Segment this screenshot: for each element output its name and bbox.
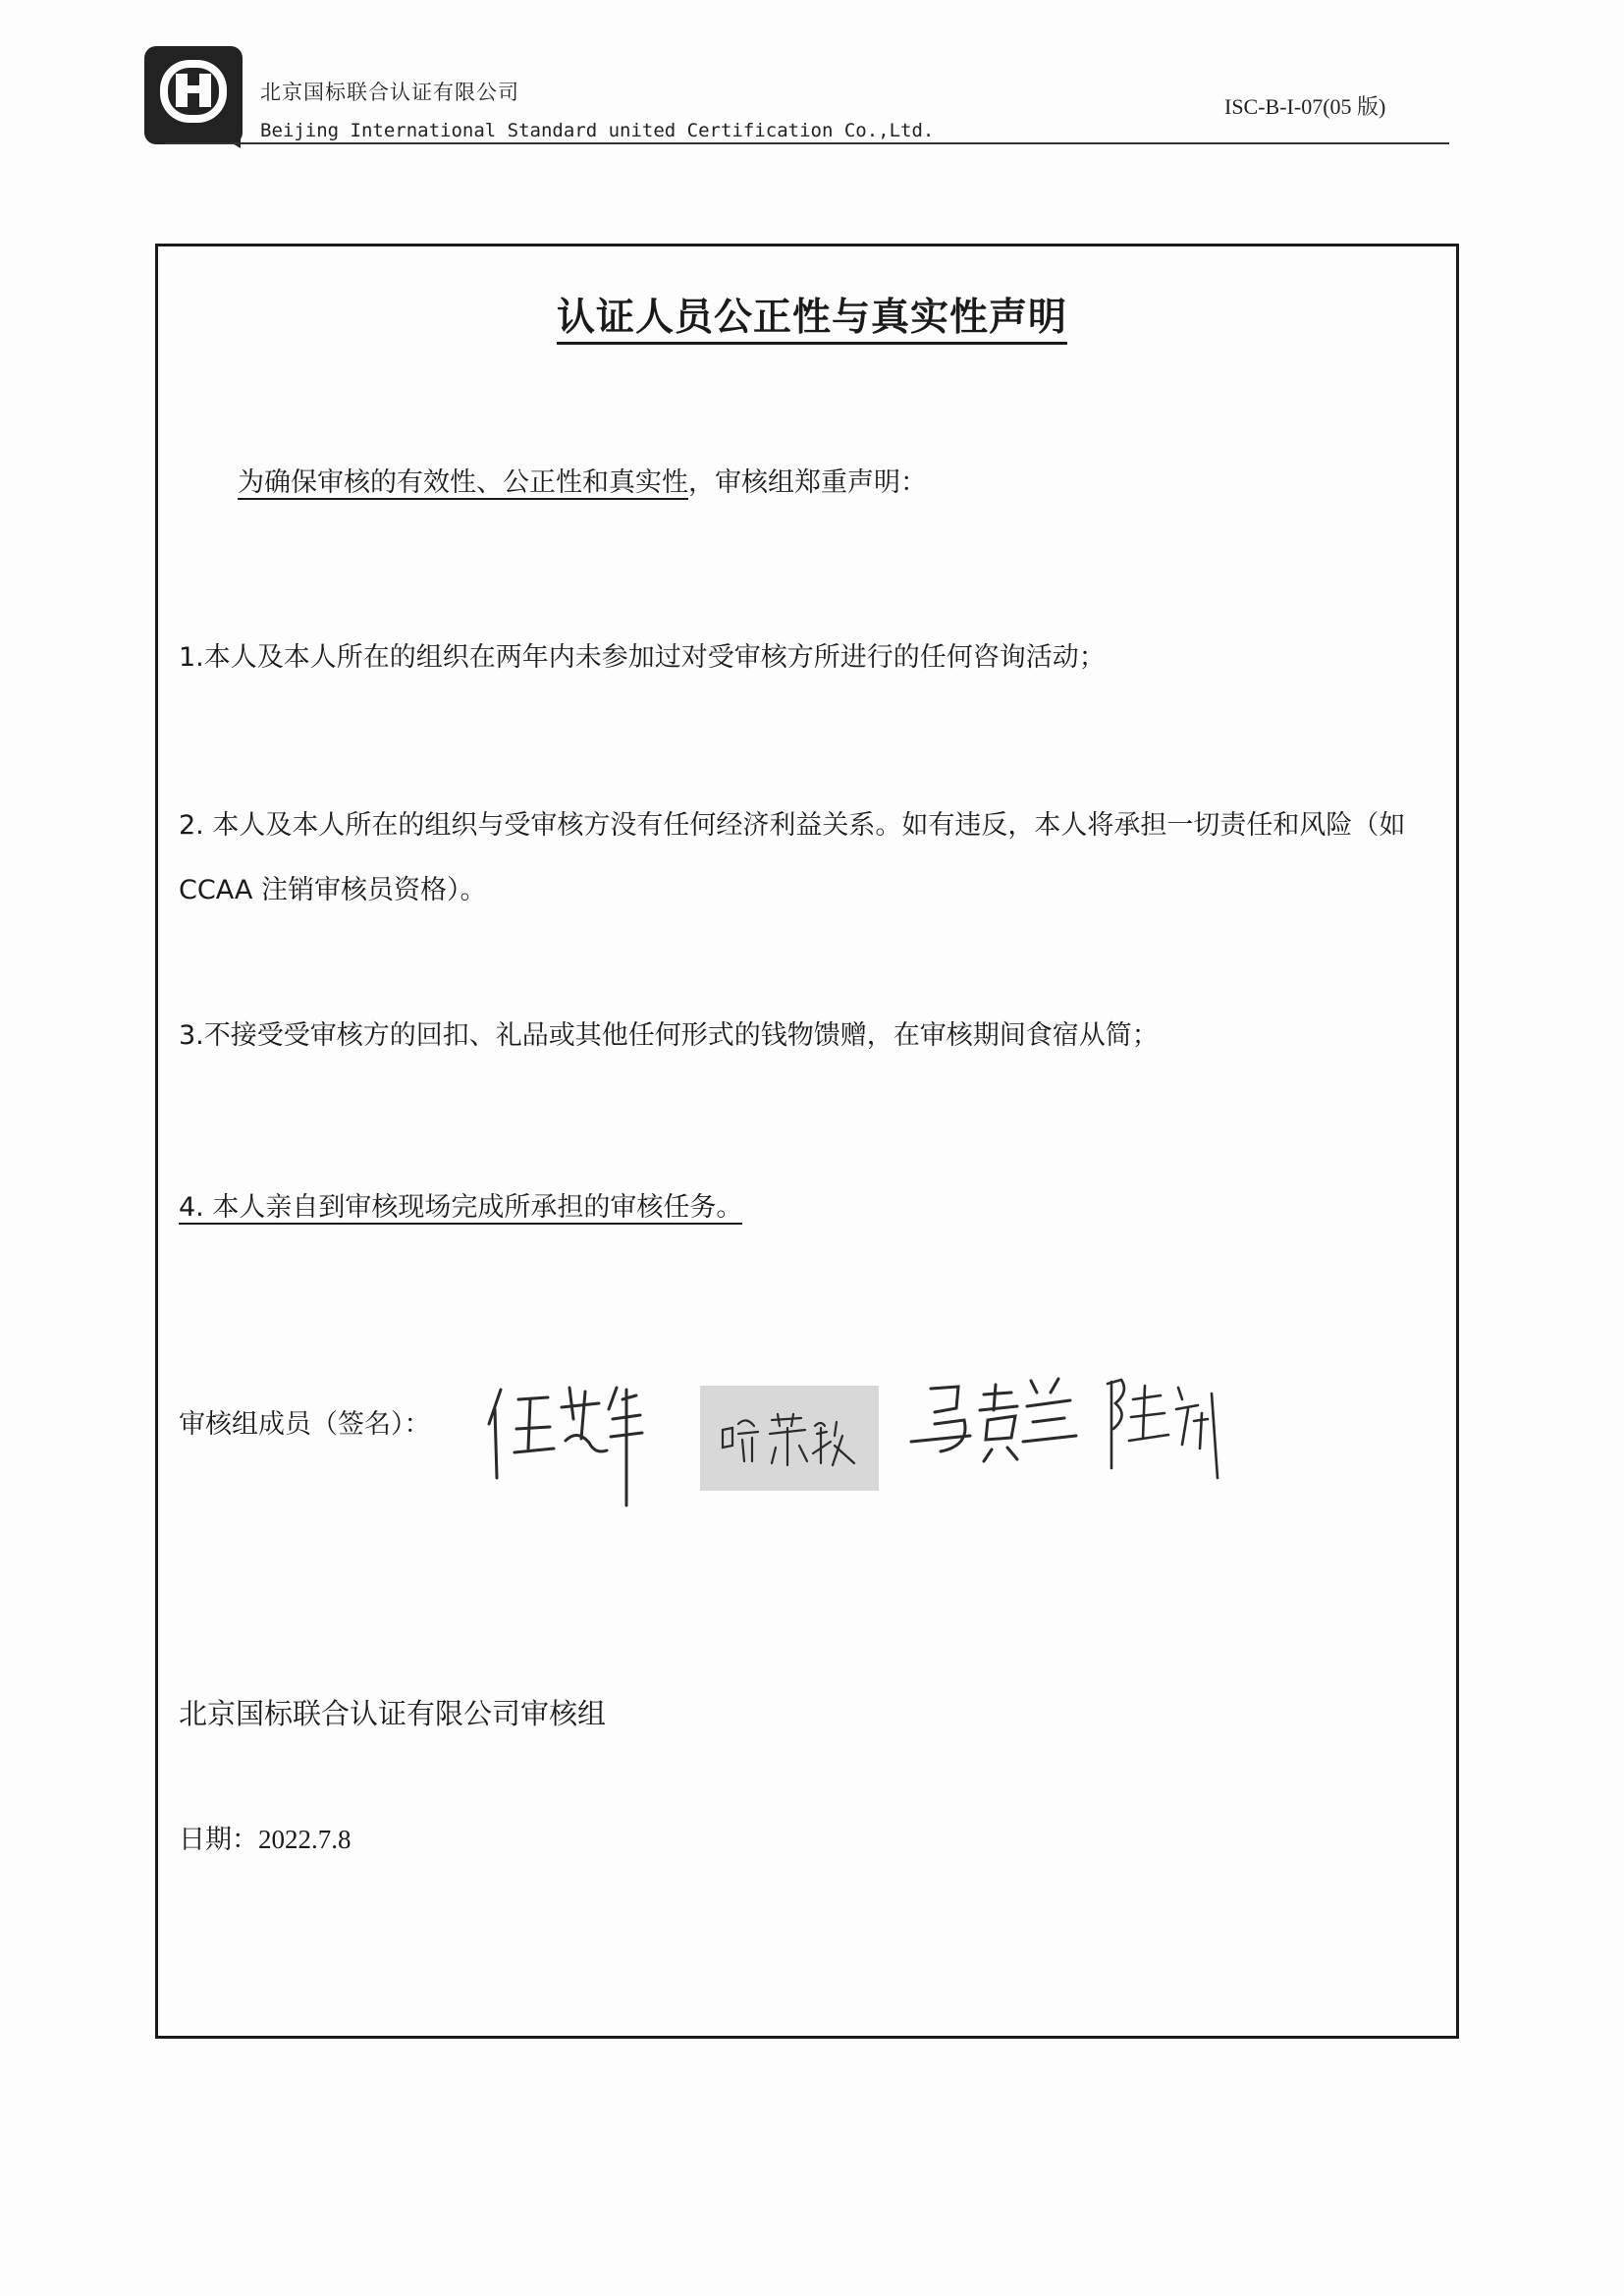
- clause-4: [179, 1185, 742, 1224]
- document-code: ISC-B-I-07(05 版): [1224, 94, 1386, 119]
- clause-1: 1.本人及本人所在的组织在两年内未参加过对受审核方所进行的任何咨询活动；: [179, 642, 1106, 673]
- clause-2: 2. 本人及本人所在的组织与受审核方没有任何经济利益关系。如有违反，本人将承担一切责任和风险（如 CCAA 注销审核员资格）。: [179, 810, 1406, 905]
- intro-paragraph: [238, 461, 927, 499]
- date-value: 2022.7.8: [258, 1825, 352, 1854]
- signature-4: [1100, 1370, 1227, 1488]
- document-title: [0, 287, 1624, 342]
- document-title-text: 认证人员公正性与真实性声明: [557, 296, 1067, 345]
- audit-team-name: 北京国标联合认证有限公司审核组: [179, 1697, 607, 1730]
- intro-underlined: 为确保审核的有效性、公正性和真实性: [238, 467, 688, 498]
- clause-3: 3.不接受受审核方的回扣、礼品或其他任何形式的钱物馈赠，在审核期间食宿从简；: [179, 1020, 1159, 1051]
- date-label: 日期：: [179, 1825, 258, 1855]
- header-divider: [165, 142, 1449, 144]
- members-signature-label: 审核组成员（签名）：: [179, 1409, 431, 1440]
- date-line: [179, 1818, 352, 1856]
- company-name-en: Beijing International Standard united Certification Co.,Ltd.: [260, 120, 935, 141]
- declaration-frame: [155, 244, 1459, 2039]
- company-name-cn: 北京国标联合认证有限公司: [260, 81, 519, 104]
- signature-3: [901, 1367, 1078, 1475]
- company-logo: [142, 44, 248, 152]
- intro-rest: ，审核组郑重声明：: [688, 467, 927, 498]
- signature-2: [717, 1406, 864, 1475]
- signature-1: [479, 1370, 646, 1507]
- clause-4-text: 4. 本人亲自到审核现场完成所承担的审核任务。: [179, 1192, 743, 1223]
